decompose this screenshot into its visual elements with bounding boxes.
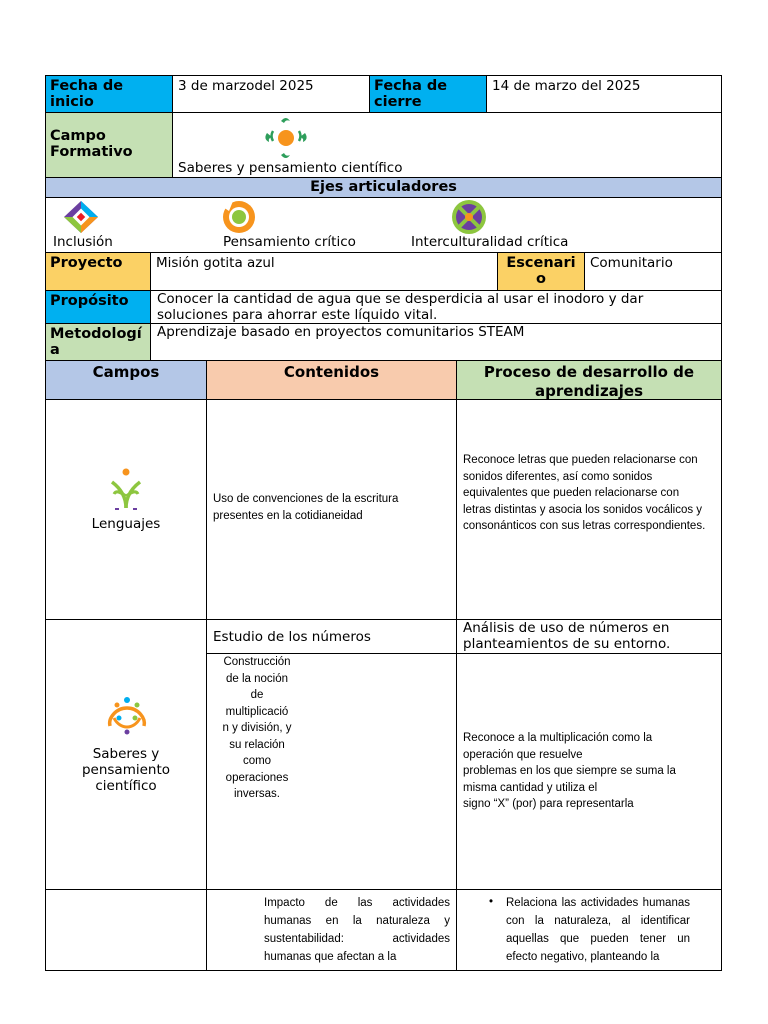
- proposito-label: Propósito: [45, 290, 151, 324]
- saberes-label-line: pensamiento: [81, 762, 171, 778]
- pda-line: misma cantidad y utiliza el: [463, 781, 598, 794]
- ejes-title: Ejes articuladores: [45, 177, 722, 198]
- col-header-pda: Proceso de desarrollo de aprendizajes: [456, 360, 722, 400]
- row2-contenido-cell: [206, 653, 457, 890]
- proyecto-value: Misión gotita azul: [150, 252, 498, 291]
- interculturalidad-icon: [449, 199, 489, 235]
- row3-contenido-cell: [206, 889, 457, 971]
- pda-line: Reconoce a la multiplicación como la: [463, 732, 653, 744]
- row1-contenido-cell: [206, 399, 457, 620]
- contenido-line: operaciones: [225, 771, 289, 784]
- row2-contenido-text: [213, 654, 301, 803]
- saberes-pensamiento-label: [46, 744, 206, 796]
- end-date-label: Fecha de cierre: [369, 75, 487, 113]
- row3-campo-cell: [45, 889, 207, 971]
- saberes-icon: [261, 115, 311, 161]
- row1-pda-text: Reconoce letras que pueden relacionarse con sonidos diferentes, así como sonidos equivalentes que pueden relacionarse con letras distintas y asocia los sonidos vocálicos y consonánticos con sus letras correspondientes.: [463, 454, 706, 532]
- saberes-pensamiento-icon: [102, 696, 152, 736]
- proposito-value: Conocer la cantidad de agua que se desperdicia al usar el inodoro y dar soluciones para ahorrar este líquido vital.: [150, 290, 722, 324]
- contenido-line: como: [242, 755, 272, 767]
- row3-pda-bullet: •: [489, 896, 494, 908]
- row3-pda-cell: [456, 889, 722, 971]
- contenido-line: multiplicació: [225, 705, 289, 718]
- pda-line: signo “X” (por) para representarla: [463, 798, 634, 810]
- lenguajes-label: Lenguajes: [91, 516, 161, 532]
- contenido-line: n y división, y: [222, 722, 292, 734]
- saberes-label-line: científico: [95, 778, 157, 794]
- pda-line: problemas en los que siempre se suma la: [463, 765, 676, 777]
- saberes-label-line: Saberes y: [92, 746, 160, 762]
- row2-contenido-title: Estudio de los números: [213, 629, 371, 645]
- campo-formativo-cell: [172, 112, 722, 178]
- row3-contenido-text: Impacto de las actividades humanas en la naturaleza y sustentabilidad: actividades humanas que afectan a la: [264, 897, 450, 963]
- metodologia-label: Metodología: [45, 323, 151, 361]
- contenido-line: de: [250, 689, 264, 701]
- col-header-contenidos: Contenidos: [206, 360, 457, 400]
- campo-formativo-value: Saberes y pensamiento científico: [178, 160, 403, 176]
- proyecto-label: Proyecto: [45, 252, 151, 291]
- start-date-label: Fecha de inicio: [45, 75, 173, 113]
- campo-formativo-label: Campo Formativo: [45, 112, 173, 178]
- row1-contenido-text: Uso de convenciones de la escritura presentes en la cotidianeidad: [213, 493, 399, 522]
- col-header-campos: Campos: [45, 360, 207, 400]
- row2-pda-title: Análisis de uso de números en planteamientos de su entorno.: [463, 620, 671, 652]
- row2-pda-title-cell: [456, 619, 722, 654]
- contenido-line: Construcción: [223, 656, 291, 668]
- metodologia-value: Aprendizaje basado en proyectos comunitarios STEAM: [150, 323, 722, 361]
- escenario-label: Escenario: [497, 252, 585, 291]
- contenido-line: su relación: [229, 738, 285, 751]
- row2-contenido-title-cell: [206, 619, 457, 654]
- row1-pda-cell: [456, 399, 722, 620]
- row2-campo-cell: [45, 619, 207, 890]
- row2-pda-cell: [456, 653, 722, 890]
- ejes-icons-row: [45, 197, 722, 253]
- row3-pda-text: Relaciona las actividades humanas con la naturaleza, al identificar aquellas que pueden tener un efecto negativo, planteando la: [506, 897, 690, 963]
- contenido-line: inversas.: [233, 788, 281, 800]
- start-date-value: 3 de marzodel 2025: [172, 75, 370, 113]
- pensamiento-critico-label: Pensamiento crítico: [223, 234, 356, 250]
- contenido-line: de la noción: [225, 672, 289, 685]
- end-date-value: 14 de marzo del 2025: [486, 75, 722, 113]
- pensamiento-critico-icon: [219, 199, 259, 235]
- interculturalidad-label: Interculturalidad crítica: [411, 234, 569, 250]
- lenguajes-icon: [106, 468, 146, 512]
- row2-pda-text: [463, 730, 713, 813]
- row1-campo-cell: [45, 399, 207, 620]
- escenario-value: Comunitario: [584, 252, 722, 291]
- inclusion-icon: [62, 199, 100, 235]
- pda-line: operación que resuelve: [463, 748, 583, 761]
- inclusion-label: Inclusión: [53, 234, 113, 250]
